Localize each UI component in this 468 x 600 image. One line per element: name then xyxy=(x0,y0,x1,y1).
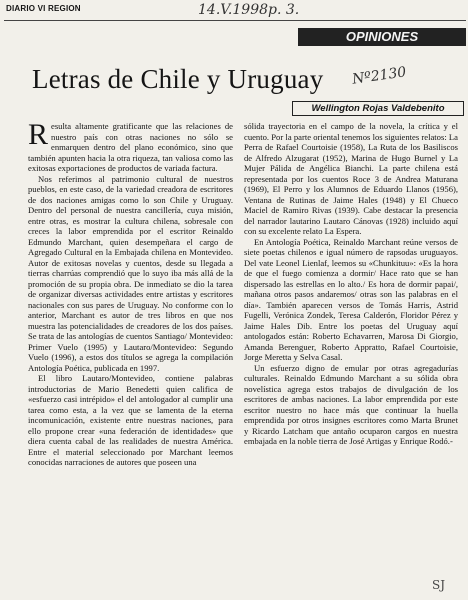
section-label: OPINIONES xyxy=(298,28,466,46)
handwritten-page-number: p. 3. xyxy=(268,2,300,18)
paragraph: El libro Lautaro/Montevideo, contiene palabras introductorias de Mario Benedetti quien califica de «esfuerzo casi intrépido» el del antologador al cumplir una tarea como esta, a la vez que se lamenta de la eterna incomunicación, existente entre nuestras naciones, para ello propone crear «una federación de identidades» que diera cuenta cabal de las realidades de nuestra América. Entre el material seleccionado por Marchant leemos conocidas narraciones de autores que poseen una xyxy=(28,373,233,467)
handwritten-date: 14.V.1998 xyxy=(198,2,269,18)
paragraph: sólida trayectoria en el campo de la novela, la crítica y el cuento. Por la parte oriental tenemos los siguientes relatos: La Perra de Rafael Courtoisie (1958), La Ruta de los Basiliscos de Alfredo Alzugarat (1952), Marina de Hugo Burnel y La Mujer Pálida de Angélica Bianchi. La parte chilena está representada por los cuentos Roce 3 de Andrea Maturana (1969), El Perro y los Alumnos de Eduardo Llanos (1956), Ventana de Rutinas de Jaime Hales (1948) y El Chueco Maciel de Ramiro Rivas (1939). Cabe destacar la presencia del narrador lautarino Lautaro Cánovas (1928) incluido aquí con su excelente relato La Espera. xyxy=(244,121,458,236)
newspaper-masthead: DIARIO VI REGION xyxy=(6,4,81,13)
handwritten-catalog-number: Nº2130 xyxy=(351,64,408,88)
paragraph: Nos referimos al patrimonio cultural de nuestros pueblos, en este caso, de la variedad creadora de escritores de dos naciones amigas como lo son Chile y Uruguay. Dentro del personal de nuestra cancillería, cuya misión, entre otras, es mostrar la cultura chilena, sobresale con creces la labor emprendida por el escritor Reinaldo Edmundo Marchant, quien desempeñara el cargo de Agregado Cultural en la Embajada chilena en Montevideo. Autor de exitosas novelas y cuentos, desde su llegada a tierras charrúas comprendió que lo suyo iba más allá de la promoción de su propia obra. De inmediato se dio la tarea de organizar diversas actividades entre artistas y escritores nacionales con sus pares de Uruguay. No conforme con lo anterior, Marchant es autor de tres libros en que nos muestra las potencialidades de creadores de los dos países. Se trata de las antologías de cuentos Santiago/ Montevideo: Primer Vuelo (1995) y Lautaro/Montevideo: Segundo Vuelo (1996), a estos dos títulos se agrega la compilación Antología Poética, publicada en 1997. xyxy=(28,173,233,373)
right-column xyxy=(244,121,458,447)
paragraph: En Antología Poética, Reinaldo Marchant reúne versos de siete poetas chilenos e igual número de rapsodas uruguayos. Del vate Leonel Lienlaf, leemos su «Chunkituu»: «Es la hora de que el fuego comienza a dormir/ Hace rato que se han dispersado las estrellas en lo alto./ Es hora de dormir papai/, mañana otros pasos andaremos/ otras son las palabras en el día». También aparecen versos de Tomás Harris, Astrid Fugelli, Verónica Zondek, Teresa Calderón, Floridor Pérez y Jaime Hales Dib. Entre los poetas del Uruguay aquí antologados están: Roberto Echavarren, Marosa Di Giorgio, Amanda Berenguer, Roberto Appratto, Rafael Courtoisie, Jorge Meretta y Selva Casal. xyxy=(244,236,458,362)
drop-cap: R xyxy=(28,118,49,151)
article-byline: Wellington Rojas Valdebenito xyxy=(292,101,464,116)
paragraph: Un esfuerzo digno de emular por otras agregadurías culturales. Reinaldo Edmundo Marchant a su sólida obra novelística agrega estos trabajos de divulgación de los escritores de ambas naciones. La labor emprendida por este escritor nuestro no hace más que continuar la huella emprendida por otros insignes escritores como Marta Brunet y Ricardo Latcham que antaño ocuparon cargos en nuestra embajada en la noble tierra de José Artigas y Enrique Rodó.- xyxy=(244,362,458,446)
paragraph xyxy=(28,118,233,174)
paragraph-text: esulta altamente gratificante que las relaciones de nuestro país con otras naciones no sólo se enmarquen dentro del plano económico, sino que también apunten hacia la otra riqueza, tan valiosa como las exitosas exportaciones de productos de variada factura. xyxy=(28,121,233,173)
left-column xyxy=(28,118,233,468)
handwritten-initials: SJ xyxy=(432,578,446,592)
header-rule xyxy=(4,20,466,21)
article-title: Letras de Chile y Uruguay xyxy=(32,64,324,94)
